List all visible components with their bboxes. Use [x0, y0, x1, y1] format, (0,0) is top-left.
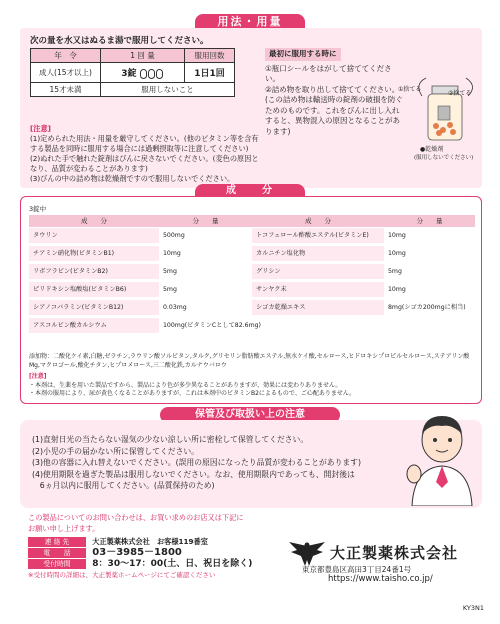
maker-url-link[interactable]: https://www.taisho.co.jp/ [328, 574, 433, 584]
dose-header-times: 服用回数 [185, 49, 235, 63]
ingredient-name: チアミン硝化物(ビタミンB1) [29, 246, 159, 261]
storage-list [32, 434, 412, 492]
maker-block [282, 536, 482, 582]
first-use-label-1: ①捨てる [398, 86, 422, 93]
tablet-icon [148, 69, 155, 79]
contact-note: ※受付時間の詳細は、大正製薬ホームページにてご確認ください [28, 571, 216, 579]
maker-name: 大正製薬株式会社 [330, 544, 459, 562]
ingredient-amount: 5mg [163, 268, 177, 275]
dose-header-age: 年 令 [31, 49, 101, 63]
list-item: (3)他の容器に入れ替えないでください。(誤用の原因になったり品質が変わることがあります) [32, 458, 361, 467]
usage-tab: 用法・用量 [195, 14, 305, 30]
ingredient-amount: 10mg [388, 232, 406, 239]
usage-intro: 次の量を水又はぬるま湯で服用してください。 [30, 36, 209, 46]
ingredient-amount: 5mg [163, 286, 177, 293]
contact-hours: 8：30～17：00(土、日、祝日を除く) [92, 559, 253, 569]
ingredient-name: トコフェロール酢酸エステル(ビタミンE) [252, 228, 384, 243]
first-use-step-2: ②詰め物を取り出して捨ててください。(この詰め物は輸送時の錠剤の破損を防ぐためのものです。これをびんに出し入れすると、異物混入の原因となることがあります) [265, 84, 403, 136]
contact-label: 連 絡 先 [28, 537, 86, 547]
table-row [29, 227, 475, 244]
first-use-label-4: (服用しないでください) [414, 155, 474, 161]
ingredients-header-cell: 分 量 [192, 217, 219, 225]
contact-row [28, 536, 258, 547]
table-row [29, 263, 475, 280]
usage-note-3: (3)びんの中の詰め物は乾燥剤ですので服用しないでください。 [30, 174, 235, 183]
contact-row [28, 558, 258, 570]
usage-notes [30, 124, 260, 184]
dose-header-dose: 1 回 量 [101, 49, 185, 63]
table-row [29, 245, 475, 262]
ingredient-name: シゴカ乾燥エキス [252, 300, 384, 315]
first-use-label-3: ●乾燥剤 [420, 146, 444, 153]
contact-label: 電 話 [28, 548, 86, 558]
ingredients-note: 3錠中 [29, 205, 47, 213]
list-item: (4)使用期限を過ぎた製品は服用しないでください。なお、使用期限内であっても、開封後は [32, 469, 355, 479]
contact-block [28, 512, 258, 581]
ingredient-name: リボフラビン(ビタミンB2) [29, 264, 159, 279]
usage-note-2: (2)ぬれた手で触れた錠剤はびんに戻さないでください。(変色の原因となり、品質が変わることがあります) [30, 154, 259, 173]
ingredient-amount: 100mg(ビタミンCとして82.6mg) [163, 322, 261, 329]
list-item: (1)直射日光の当たらない湿気の少ない涼しい所に密栓して保管してください。 [32, 435, 309, 444]
dose-value: 3錠 [121, 69, 137, 79]
ingredients-note-1: ・本剤は、生薬を用いた製品ですから、製品により色が多少異なることがありますが、効果には変わりありません。 [29, 381, 342, 389]
product-code: KY3N1 [462, 604, 484, 612]
ingredient-name: カルニチン塩化物 [252, 246, 384, 261]
contact-value: 大正製薬株式会社 お客様119番室 [92, 537, 208, 546]
ingredients-panel [20, 196, 482, 404]
ingredients-header-cell: 成 分 [305, 217, 331, 225]
contact-phone[interactable]: 03－3985－1800 [92, 547, 182, 558]
first-use-label-2: ②捨てる [448, 90, 472, 97]
usage-panel [20, 28, 482, 188]
first-use-step-1: ①瓶口シールをはがして捨ててください。 [265, 63, 392, 83]
ingredient-amount: 10mg [388, 286, 406, 293]
ingredient-amount: 5mg [388, 268, 402, 275]
dose-table [30, 48, 235, 97]
pharmacist-illustration-icon [400, 410, 482, 506]
ingredient-amount: 10mg [388, 250, 406, 257]
contact-intro: この製品についてのお問い合わせは、お買い求めのお店又は下記にお願い申し上げます。 [28, 513, 244, 533]
ingredients-header-cell: 分 量 [416, 217, 443, 225]
list-item: 6ヵ月以内に服用してください。(品質保持のため) [32, 481, 215, 490]
contact-row [28, 547, 258, 558]
ingredient-name: グリシン [252, 264, 384, 279]
tablet-icon [156, 69, 163, 79]
ingredient-name: シアノコバラミン(ビタミンB12) [29, 300, 159, 315]
table-row [29, 317, 475, 334]
ingredient-name: ピリドキシン塩酸塩(ビタミンB6) [29, 282, 159, 297]
dose-row-child-age: 15才未満 [31, 83, 101, 97]
ingredient-name: アスコルビン酸カルシウム [29, 318, 159, 333]
ingredients-tab: 成 分 [195, 184, 305, 198]
ingredients-header-cell: 成 分 [81, 217, 107, 225]
ingredients-table [29, 215, 475, 334]
table-row [29, 281, 475, 298]
ingredient-name: サンヤク末 [252, 282, 384, 297]
ingredient-amount: 10mg [163, 250, 181, 257]
ingredients-note-2: ・本剤の服用により、尿が黄色くなることがありますが、これは本剤中のビタミンB2によるもので、ご心配ありません。 [29, 390, 356, 397]
dose-row-adult-times: 1日1回 [185, 63, 235, 83]
storage-tab: 保管及び取扱い上の注意 [160, 407, 340, 423]
maker-address: 東京都豊島区高田3丁目24番1号 [302, 565, 412, 574]
ingredients-header [29, 215, 475, 227]
dose-row-child-dose: 服用しないこと [101, 83, 235, 97]
ingredients-notes-title: [注意] [29, 373, 47, 380]
ingredient-name: タウリン [29, 228, 159, 243]
usage-note-1: (1)定められた用法・用量を厳守してください。(他のビタミン等を含有する製品を同時に服用する場合には過剰摂取等に注意してください) [30, 134, 259, 153]
ingredients-notes [29, 373, 475, 399]
ingredient-amount: 8mg(シゴカ200mgに相当) [388, 304, 466, 311]
usage-notes-title: [注意] [30, 124, 51, 133]
table-row [29, 299, 475, 316]
dose-row-adult-dose [101, 63, 185, 83]
ingredient-amount: 500mg [163, 232, 185, 239]
ingredients-additives: 添加物：二酸化ケイ素,白糖,ゼラチン,ラウリン酸ソルビタン,タルク,グリセリン脂肪酸エステル,無水ケイ酸,セルロース,ヒドロキシプロピルセルロース,ステアリン酸Mg,マクロゴール,酸化チタン,ヒプロメロース,三二酸化鉄,カルナウバロウ [29, 353, 470, 369]
ingredient-amount: 0.03mg [163, 304, 187, 311]
contact-label: 受付時間 [28, 559, 86, 569]
dose-row-adult-age: 成人(15才以上) [31, 63, 101, 83]
tablet-icon [140, 69, 147, 79]
first-use-title: 最初に服用する時に [265, 48, 341, 61]
list-item: (2)小児の手の届かない所に保管してください。 [32, 446, 199, 456]
